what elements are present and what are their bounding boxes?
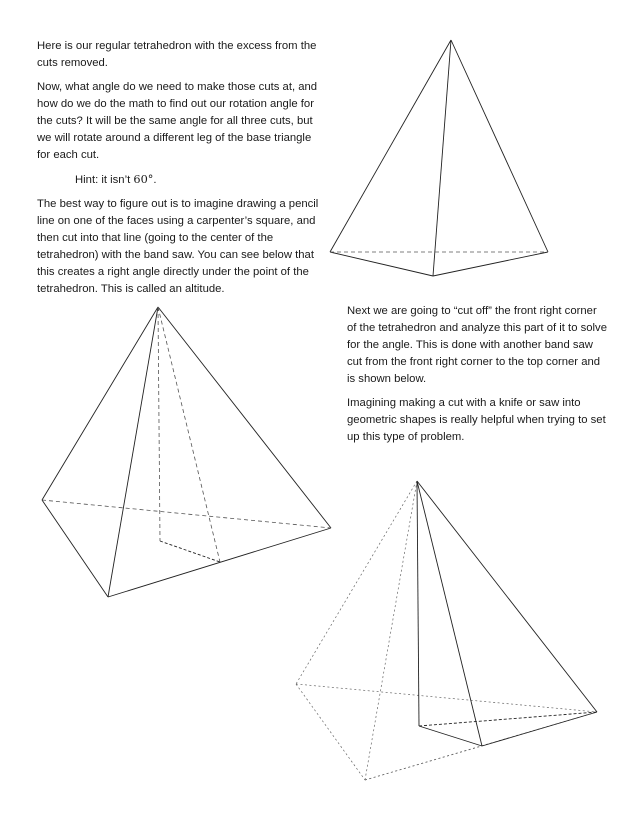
edge-cut-front <box>417 481 482 746</box>
paragraph-intro: Here is our regular tetrahedron with the excess from the cuts removed. <box>37 40 317 69</box>
base-edge-right <box>482 712 597 746</box>
paragraph-question: Now, what angle do we need to make those cuts at, and how do we do the math to find out our rotation angle for the cuts? It will be the same angle for all three cuts, but we will rotate around a different leg of the base triangle for each cut. <box>37 81 318 161</box>
altitude-edge <box>417 481 419 726</box>
paragraph-imagining: Imagining making a cut with a knife or saw into geometric shapes is really helpful when trying to set up this type of problem. <box>347 397 606 443</box>
base-edge-inner <box>419 726 482 746</box>
hint-period: . <box>153 174 157 186</box>
ghost-cut-line <box>365 746 482 780</box>
ghost-base-left <box>296 684 365 780</box>
ghost-edge-left <box>296 481 417 684</box>
hidden-base-edge <box>419 712 597 726</box>
paragraph-cut-off: Next we are going to “cut off” the front right corner of the tetrahedron and analyze this part of it to solve for the angle. This is done with another band saw cut from the front right corner to the top corner and is shown below. <box>347 305 607 385</box>
hint-angle: 60° <box>133 173 154 186</box>
edge-right <box>417 481 597 712</box>
paragraph-altitude: The best way to figure out is to imagine drawing a pencil line on one of the faces using a carpenter’s square, and then cut into that line (going to the center of the tetrahedron) with the band saw. You can see below that this creates a right angle directly under the point of the tetrahedron. This is called an altitude. <box>37 198 319 295</box>
ghost-edge-front <box>365 481 417 780</box>
ghost-base-back <box>296 684 597 712</box>
hint-label: Hint: it isn’t <box>75 174 134 186</box>
